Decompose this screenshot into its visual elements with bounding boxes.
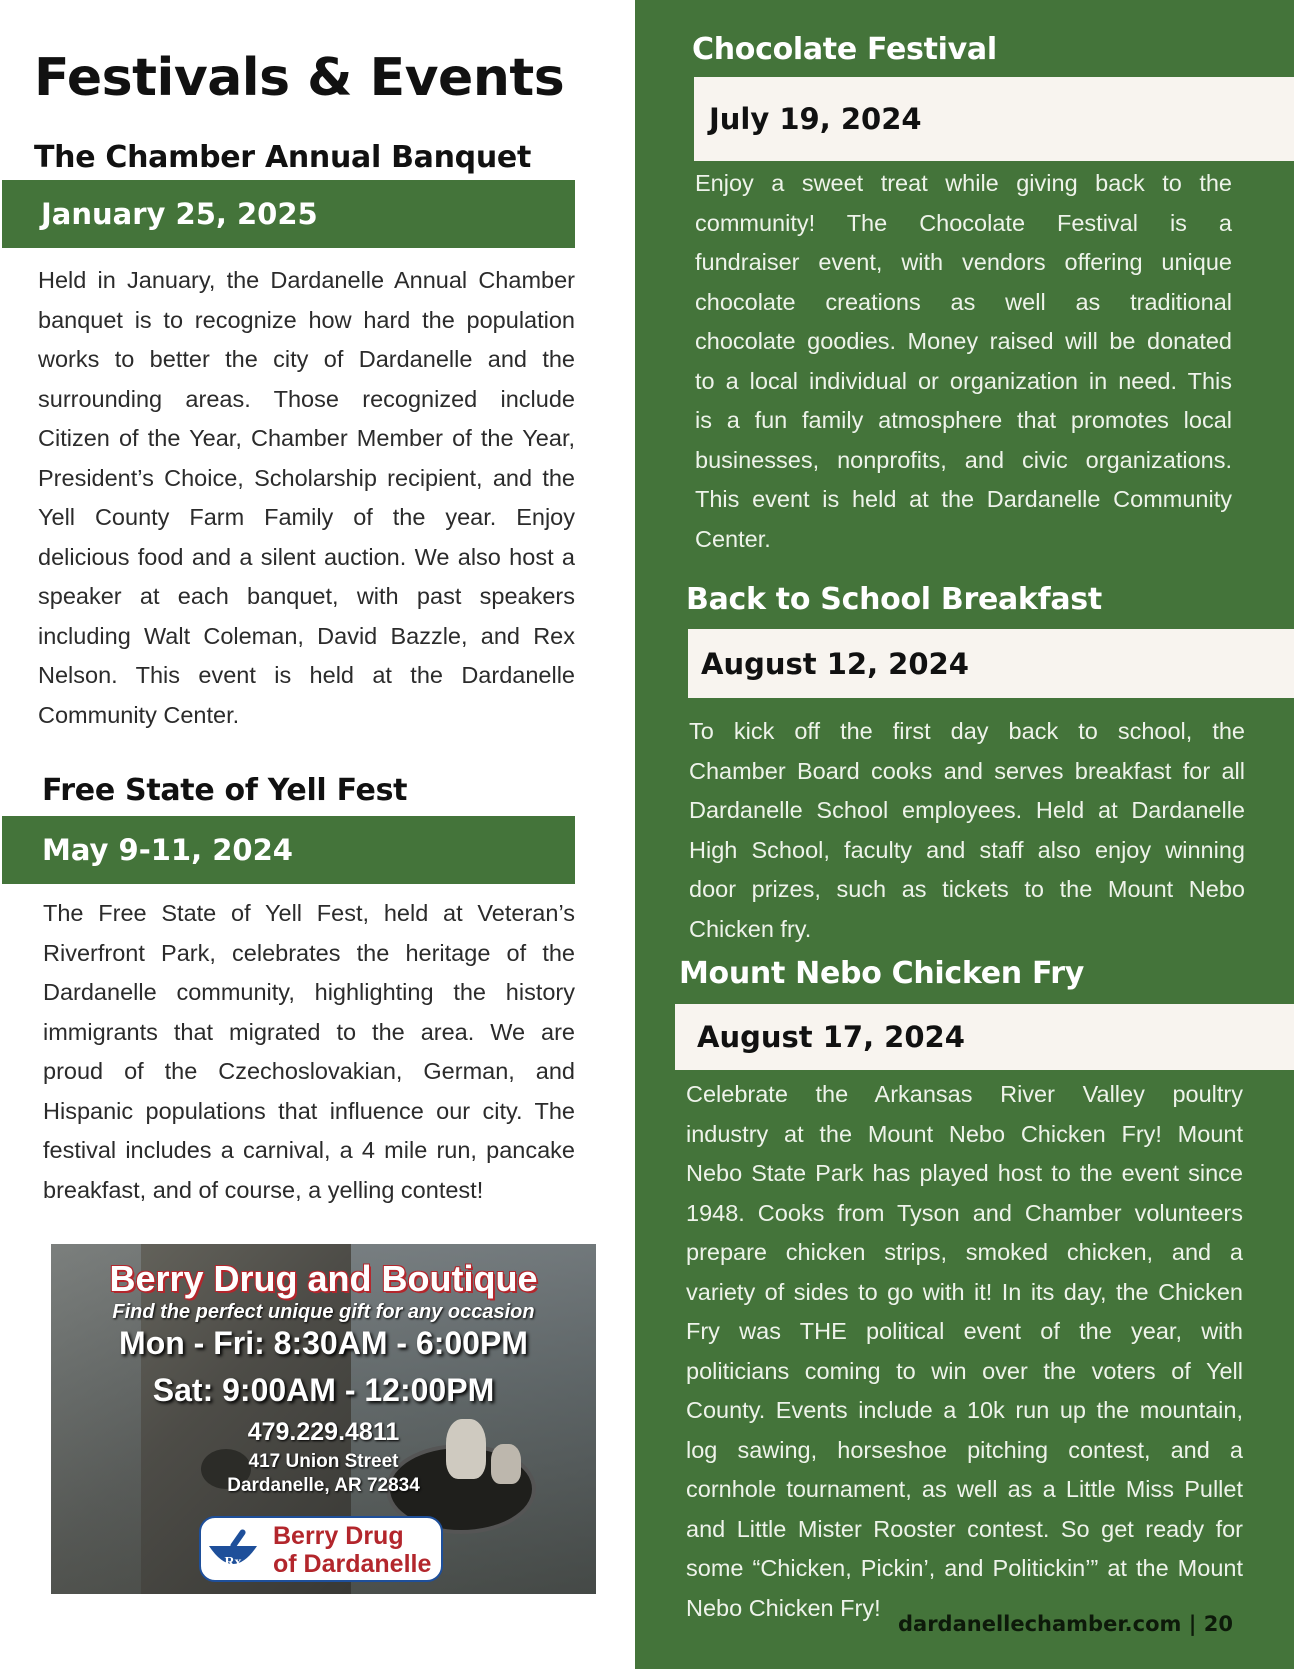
text-line: Fry was THE political event of the year, with (686, 1318, 1243, 1344)
text-line: door prizes, such as tickets to the Mount Nebo (689, 876, 1245, 902)
page-title: Festivals & Events (34, 48, 565, 108)
ad-hours-saturday: Sat: 9:00AM - 12:00PM (152, 1372, 495, 1408)
text-line: works to better the city of Dardanelle and the (38, 346, 575, 372)
text-line: Center. (695, 525, 771, 552)
text-line: Dardanelle community, highlighting the history (43, 979, 575, 1005)
text-line: Community Center. (38, 701, 240, 728)
event-description-yell-fest (43, 894, 575, 1210)
text-line: to a local individual or organization in need. This (695, 367, 1232, 394)
text-line: Held in January, the Dardanelle Annual Chamber (38, 267, 575, 293)
text-line: Nelson. This event is held at the Dardanelle (38, 662, 575, 688)
text-line: 1948. Cooks from Tyson and Chamber volunteers (686, 1199, 1243, 1226)
text-line: This event is held at the Dardanelle Community (695, 486, 1232, 512)
text-line: industry at the Mount Nebo Chicken Fry! Mount (686, 1120, 1243, 1147)
text-line: banquet is to recognize how hard the population (38, 306, 575, 333)
text-line: businesses, nonprofits, and civic organizations. (695, 446, 1232, 473)
event-date-text: July 19, 2024 (709, 102, 922, 136)
event-description-back-to-school (689, 712, 1245, 949)
text-line: proud of the Czechoslovakian, German, and (43, 1058, 575, 1084)
berry-drug-advertisement[interactable] (51, 1244, 596, 1594)
text-line: The Free State of Yell Fest, held at Veteran’s (43, 900, 575, 926)
text-line: Citizen of the Year, Chamber Member of the Year, (38, 425, 575, 451)
text-line: To kick off the first day back to school, the (689, 718, 1245, 744)
text-line: Riverfront Park, celebrates the heritage of the (43, 939, 575, 966)
text-line: chocolate creations as well as traditional (695, 288, 1232, 315)
text-line: delicious food and a silent auction. We also host a (38, 543, 575, 570)
event-title-back-to-school: Back to School Breakfast (686, 582, 1102, 617)
text-line: Nebo Chicken Fry! (686, 1594, 881, 1621)
ad-hours-weekday: Mon - Fri: 8:30AM - 6:00PM (119, 1325, 528, 1361)
ad-phone[interactable]: 479.229.4811 (247, 1418, 400, 1446)
event-title-chocolate: Chocolate Festival (692, 32, 997, 67)
text-line: surrounding areas. Those recognized include (38, 385, 575, 412)
text-line: Enjoy a sweet treat while giving back to the (695, 170, 1232, 196)
event-description-banquet (38, 261, 575, 735)
text-line: Chamber Board cooks and serves breakfast for all (689, 757, 1245, 784)
event-date-chicken-fry (675, 1004, 1294, 1070)
ad-city-address: Dardanelle, AR 72834 (227, 1475, 420, 1496)
mortar-pestle-rx-icon (205, 1526, 261, 1578)
text-line: County. Events include a 10k run up the mountain, (686, 1397, 1243, 1423)
text-line: cornhole tournament, as well as a Little Miss Pullet (686, 1476, 1243, 1502)
text-line: immigrants that migrated to the area. We are (43, 1018, 575, 1045)
event-description-chicken-fry (686, 1075, 1243, 1628)
event-description-chocolate (695, 164, 1232, 559)
text-line: community! The Chocolate Festival is a (695, 209, 1232, 236)
text-line: Hispanic populations that influence our city. The (43, 1097, 575, 1124)
ad-store-name: Berry Drug and Boutique (109, 1258, 538, 1299)
text-line: Yell County Farm Family of the year. Enjoy (38, 504, 575, 530)
ad-street-address: 417 Union Street (248, 1451, 399, 1472)
text-line: High School, faculty and staff also enjoy winning (689, 836, 1245, 863)
page-footer: dardanellechamber.com | 20 (898, 1612, 1233, 1636)
text-line: Celebrate the Arkansas River Valley poultry (686, 1081, 1243, 1107)
event-date-text: August 12, 2024 (701, 646, 969, 681)
text-line: fundraiser event, with vendors offering unique (695, 249, 1232, 275)
event-title-banquet: The Chamber Annual Banquet (34, 140, 532, 175)
text-line: some “Chicken, Pickin’, and Politickin’” at the Mount (686, 1555, 1243, 1581)
text-line: is a fun family atmosphere that promotes local (695, 407, 1232, 433)
event-date-text: May 9-11, 2024 (42, 833, 293, 867)
text-line: breakfast, and of course, a yelling contest! (43, 1176, 484, 1203)
rx-label: Rx (224, 1555, 242, 1570)
text-line: variety of sides to go with it! In its day, the Chicken (686, 1278, 1243, 1305)
event-date-text: January 25, 2025 (41, 197, 318, 231)
text-line: festival includes a carnival, a 4 mile run, pancake (43, 1137, 575, 1163)
event-title-yell-fest: Free State of Yell Fest (42, 773, 408, 808)
event-date-back-to-school (688, 629, 1294, 698)
event-date-text: August 17, 2024 (697, 1020, 965, 1054)
text-line: and Little Mister Rooster contest. So get ready for (686, 1515, 1243, 1542)
text-line: politicians coming to win over the voters of Yell (686, 1357, 1243, 1384)
text-line: Dardanelle School employees. Held at Dardanelle (689, 797, 1245, 823)
text-line: chocolate goodies. Money raised will be donated (695, 328, 1232, 354)
event-title-chicken-fry: Mount Nebo Chicken Fry (679, 956, 1085, 991)
text-line: speaker at each banquet, with past speakers (38, 583, 575, 609)
text-line: Nebo State Park has played host to the event since (686, 1160, 1243, 1186)
logo-text-line2: of Dardanelle (273, 1550, 432, 1578)
text-line: President’s Choice, Scholarship recipient, and the (38, 464, 575, 491)
event-date-banquet (2, 180, 575, 248)
text-line: including Walt Coleman, David Bazzle, and Rex (38, 622, 575, 649)
event-date-chocolate (694, 77, 1294, 161)
logo-text-line1: Berry Drug (273, 1522, 404, 1550)
text-line: prepare chicken strips, smoked chicken, and a (686, 1239, 1243, 1265)
text-line: log sawing, horseshoe pitching contest, and a (686, 1436, 1243, 1463)
ad-tagline: Find the perfect unique gift for any occasion (112, 1301, 535, 1323)
text-line: Chicken fry. (689, 915, 812, 942)
event-date-yell-fest (2, 816, 575, 884)
berry-drug-logo (199, 1516, 443, 1582)
